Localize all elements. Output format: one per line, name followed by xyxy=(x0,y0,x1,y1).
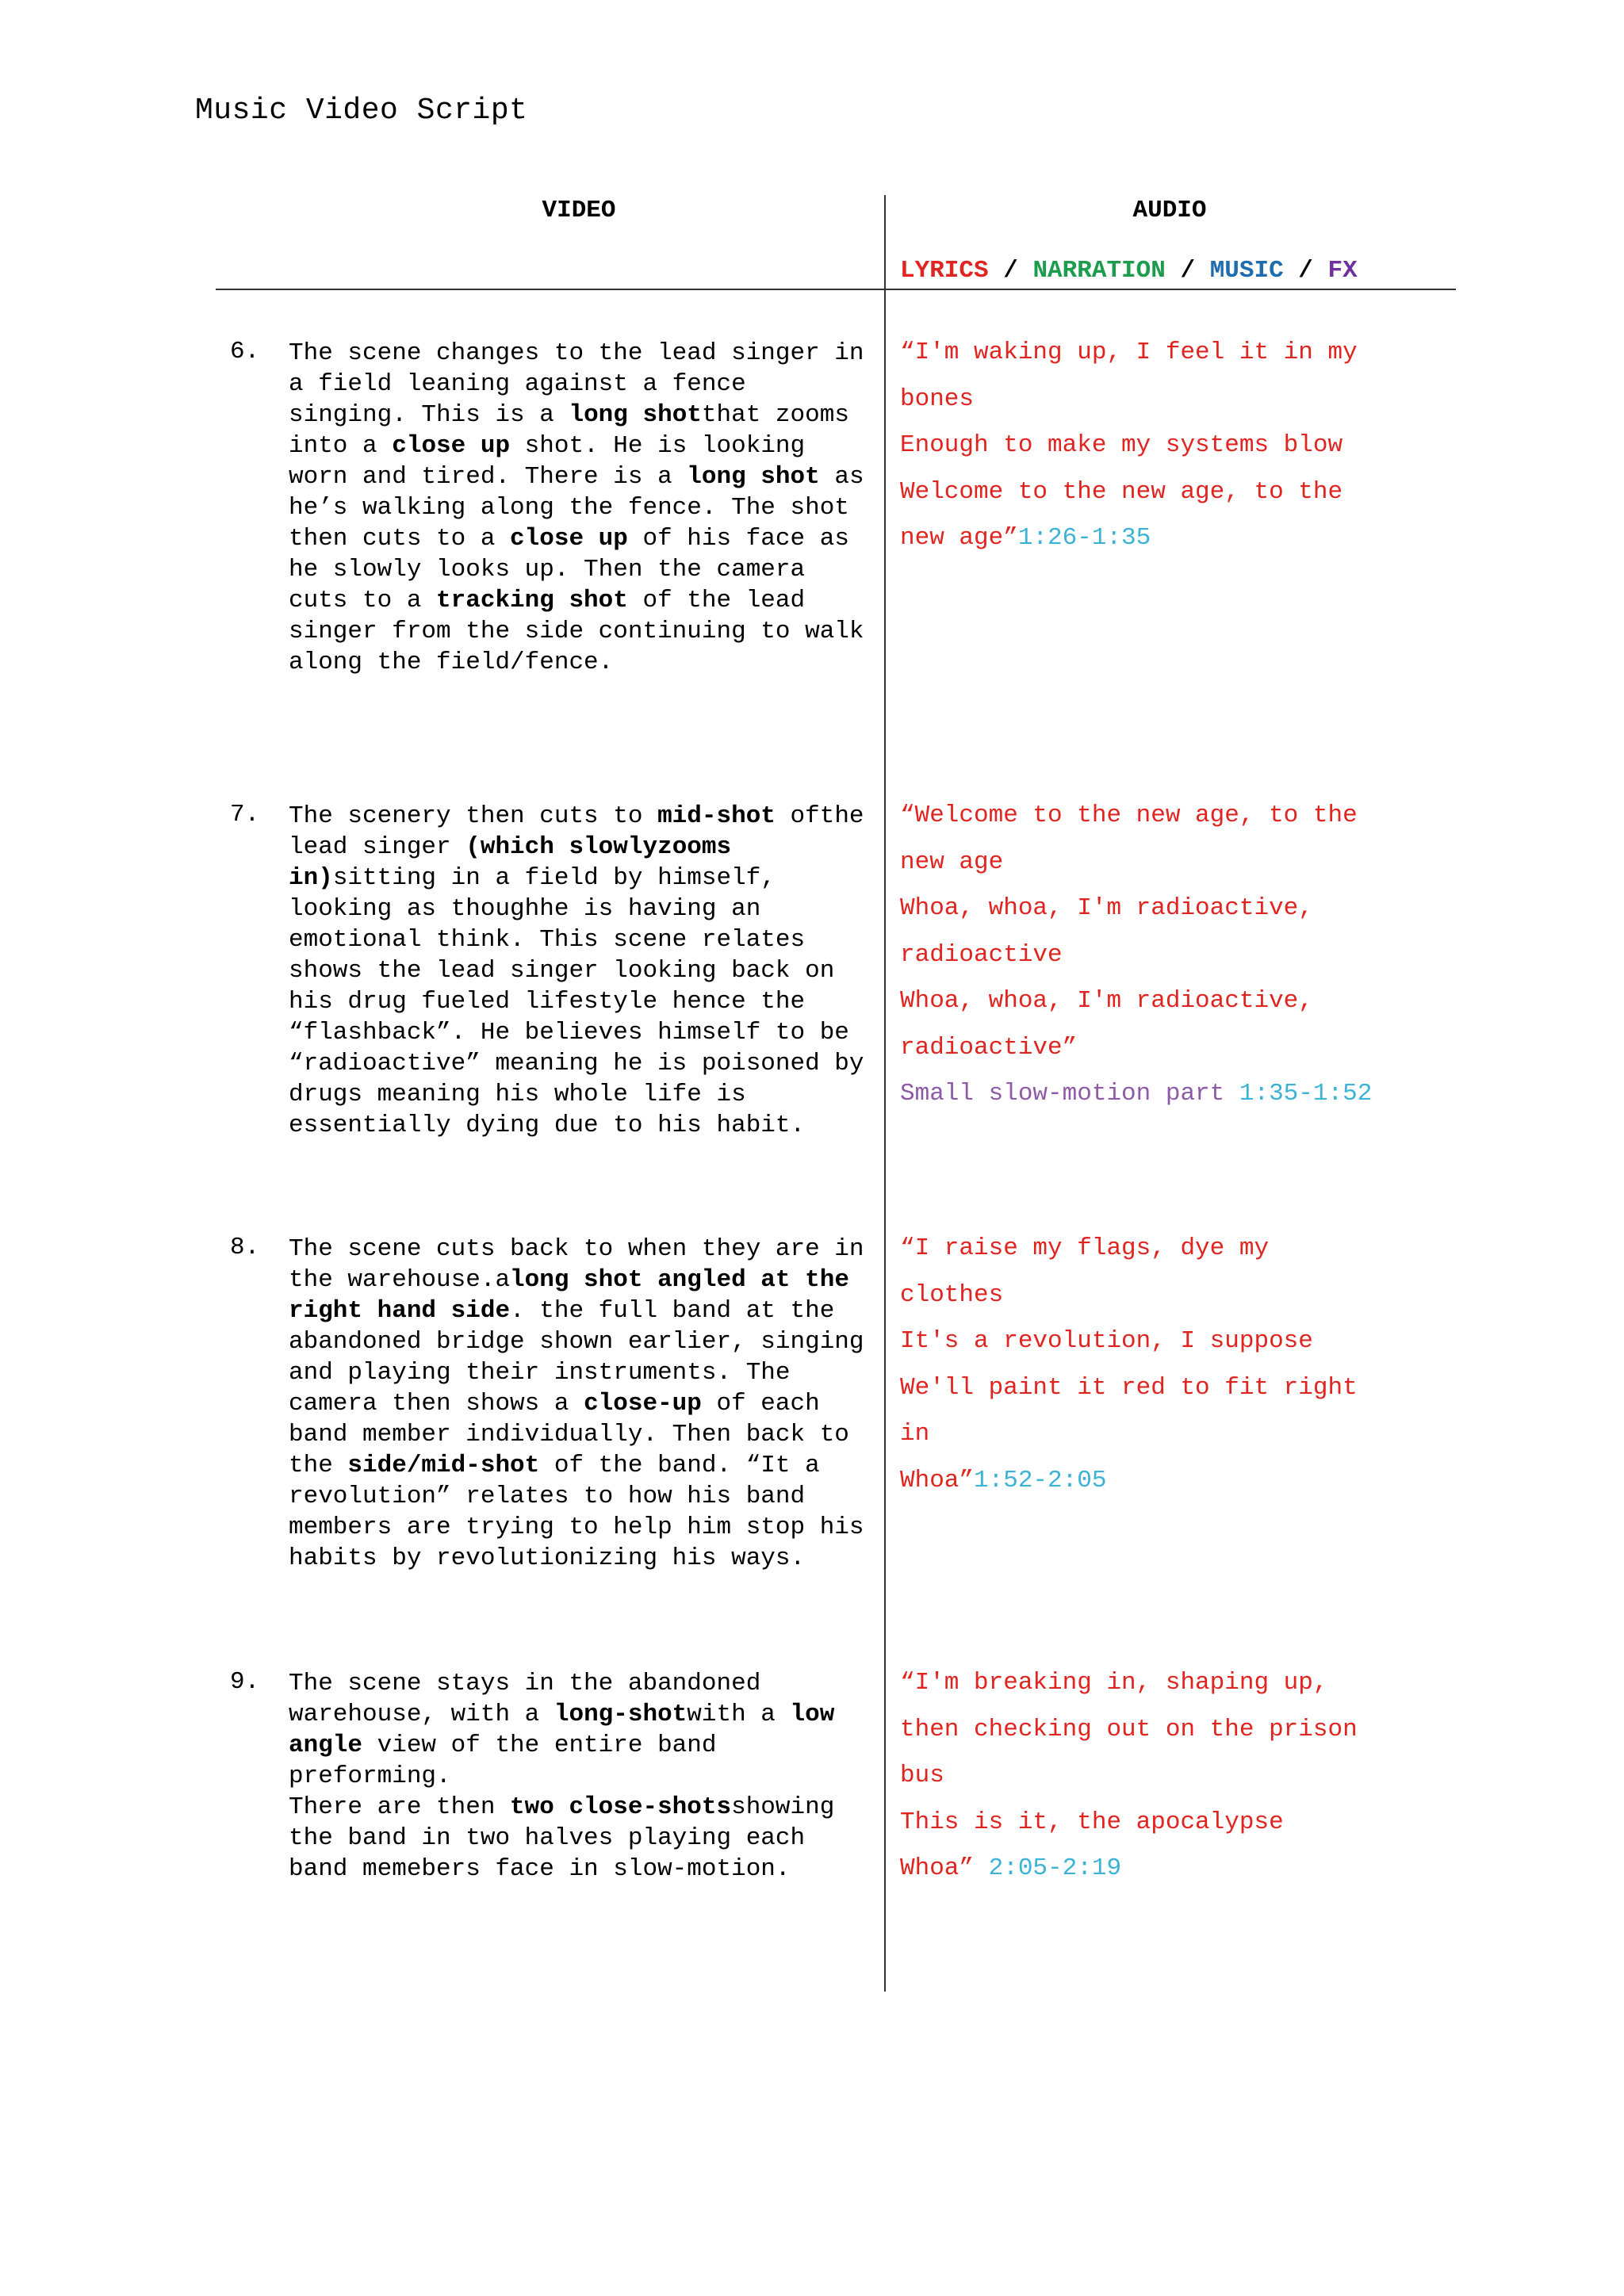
scene-audio-lyrics xyxy=(900,330,1455,562)
lyric-line xyxy=(900,1846,1455,1892)
camera-term: close up xyxy=(392,432,511,460)
description-text: view of the entire band preforming. xyxy=(289,1732,717,1790)
lyric-line xyxy=(900,1272,1455,1319)
lyric-line xyxy=(900,1318,1455,1365)
timestamp: 1:26-1:35 xyxy=(1017,524,1151,552)
legend-separator: / xyxy=(1165,257,1210,285)
description-text: of his face as he slowly looks up. Then the camera cuts to a xyxy=(289,525,849,614)
lyric-line xyxy=(900,932,1455,979)
lyric-text: “I'm waking up, I feel it in my xyxy=(900,339,1358,366)
lyric-line xyxy=(900,840,1455,886)
lyric-text: clothes xyxy=(900,1280,1004,1309)
camera-term: mid-shot xyxy=(657,802,776,830)
lyric-line xyxy=(900,377,1455,423)
description-text: with a xyxy=(687,1701,791,1728)
camera-term: long shot xyxy=(687,463,820,491)
description-text: . the full band at the abandoned bridge shown earlier, singing and playing their instruments. The camera then shows a xyxy=(289,1297,864,1418)
lyric-text: “I raise my flags, dye my xyxy=(900,1234,1270,1262)
description-text: The scene stays in the abandoned warehouse, with a xyxy=(289,1670,761,1728)
lyric-line xyxy=(900,978,1455,1025)
lyric-text: We'll paint it red to fit right xyxy=(900,1373,1358,1402)
lyric-line xyxy=(900,1753,1455,1800)
lyric-text: new age” xyxy=(900,524,1018,552)
lyric-line xyxy=(900,793,1455,840)
scene-video-description xyxy=(289,801,875,1141)
audio-column-header: AUDIO xyxy=(1132,197,1207,224)
music-note: Small slow-motion part xyxy=(900,1080,1239,1108)
lyric-text: bus xyxy=(900,1762,944,1789)
lyric-text: “I'm breaking in, shaping up, xyxy=(900,1669,1328,1697)
lyric-line xyxy=(900,469,1455,516)
lyric-line xyxy=(900,1025,1455,1072)
timestamp: 1:35-1:52 xyxy=(1239,1080,1373,1108)
scene-number: 9. xyxy=(230,1668,260,1696)
lyric-text: This is it, the apocalypse xyxy=(900,1808,1284,1836)
lyric-text: It's a revolution, I suppose xyxy=(900,1327,1313,1355)
video-column-header: VIDEO xyxy=(542,197,616,224)
lyric-text: Whoa” xyxy=(900,1854,989,1882)
scene-audio-lyrics xyxy=(900,1660,1455,1892)
lyric-text: Enough to make my systems blow xyxy=(900,431,1343,459)
camera-term: close-up xyxy=(584,1390,702,1418)
camera-term: close up xyxy=(510,525,628,553)
description-text: sitting in a field by himself, looking as thoughhe is having an emotional think. This scene relates shows the lead singer looking back on his drug fueled lifestyle hence the “flashback”. He believes himself to be “radioactive” meaning he is poisoned by drugs meaning his whole life is essentially dying due to his habit. xyxy=(289,864,864,1139)
scene-number: 8. xyxy=(230,1234,260,1261)
description-text: as he’s walking along the fence. The shot then cuts to a xyxy=(289,463,864,553)
timestamp: 1:52-2:05 xyxy=(974,1466,1107,1494)
description-text: of the band. “It a revolution” relates to how his band members are trying to help him stop his habits by revolutionizing his ways. xyxy=(289,1452,864,1572)
description-text: showing the band in two halves playing each band memebers face in slow-motion. xyxy=(289,1793,835,1883)
scene-video-description xyxy=(289,1668,875,1885)
camera-term: long shot angled at the right hand side xyxy=(289,1266,849,1325)
scene-audio-lyrics xyxy=(900,793,1455,1118)
description-text: The scenery then cuts to xyxy=(289,802,658,830)
audio-legend xyxy=(900,257,1358,285)
lyric-line xyxy=(900,1226,1455,1272)
camera-term: long shot xyxy=(569,401,702,429)
scene-video-description xyxy=(289,1234,875,1574)
lyric-text: Whoa” xyxy=(900,1466,975,1494)
description-text: ofthe lead singer xyxy=(289,802,864,861)
description-text: that zooms into a xyxy=(289,401,849,460)
camera-term: side/mid-shot xyxy=(347,1452,540,1479)
lyric-line xyxy=(900,423,1455,469)
legend-music: MUSIC xyxy=(1209,257,1284,285)
lyric-text: Whoa, whoa, I'm radioactive, xyxy=(900,894,1313,922)
camera-term: (which slowlyzooms in) xyxy=(289,833,732,892)
scene-number: 7. xyxy=(230,801,260,828)
lyric-text: Welcome to the new age, to the xyxy=(900,477,1343,506)
lyric-line xyxy=(900,1411,1455,1458)
description-text: of each band member individually. Then back to the xyxy=(289,1390,849,1479)
legend-separator: / xyxy=(988,257,1033,285)
lyric-text: radioactive xyxy=(900,940,1063,969)
camera-term: low angle xyxy=(289,1701,835,1759)
lyric-text: radioactive” xyxy=(900,1033,1078,1062)
lyric-text: in xyxy=(900,1420,930,1448)
lyric-text: “Welcome to the new age, to the xyxy=(900,802,1358,829)
timestamp: 2:05-2:19 xyxy=(988,1854,1122,1882)
lyric-line xyxy=(900,1800,1455,1846)
lyric-text: Whoa, whoa, I'm radioactive, xyxy=(900,987,1313,1015)
legend-separator: / xyxy=(1283,257,1328,285)
description-text: There are then xyxy=(289,1793,511,1821)
description-text: The scene changes to the lead singer in a field leaning against a fence singing. This is a xyxy=(289,339,864,429)
description-text: of the lead singer from the side continuing to walk along the field/fence. xyxy=(289,587,864,676)
lyric-line xyxy=(900,1707,1455,1754)
legend-lyrics: LYRICS xyxy=(900,257,989,285)
legend-fx: FX xyxy=(1327,257,1358,285)
lyric-text: new age xyxy=(900,848,1004,876)
lyric-line xyxy=(900,515,1455,562)
lyric-text: bones xyxy=(900,385,975,413)
scene-number: 6. xyxy=(230,338,260,365)
legend-narration: NARRATION xyxy=(1032,257,1166,285)
lyric-line xyxy=(900,1660,1455,1707)
lyric-line xyxy=(900,1458,1455,1505)
lyric-text: then checking out on the prison xyxy=(900,1715,1358,1743)
description-text: The scene cuts back to when they are in the warehouse.a xyxy=(289,1235,864,1294)
document-title: Music Video Script xyxy=(195,94,528,128)
description-text: shot. He is looking worn and tired. There is a xyxy=(289,432,806,491)
lyric-line xyxy=(900,1071,1455,1118)
column-divider xyxy=(884,195,886,1992)
camera-term: two close-shots xyxy=(510,1793,732,1821)
lyric-line xyxy=(900,330,1455,377)
lyric-line xyxy=(900,1365,1455,1412)
scene-audio-lyrics xyxy=(900,1226,1455,1504)
camera-term: long-shot xyxy=(553,1701,688,1728)
camera-term: tracking shot xyxy=(436,587,628,614)
lyric-line xyxy=(900,886,1455,932)
scene-video-description xyxy=(289,338,875,678)
header-divider xyxy=(216,289,1456,290)
